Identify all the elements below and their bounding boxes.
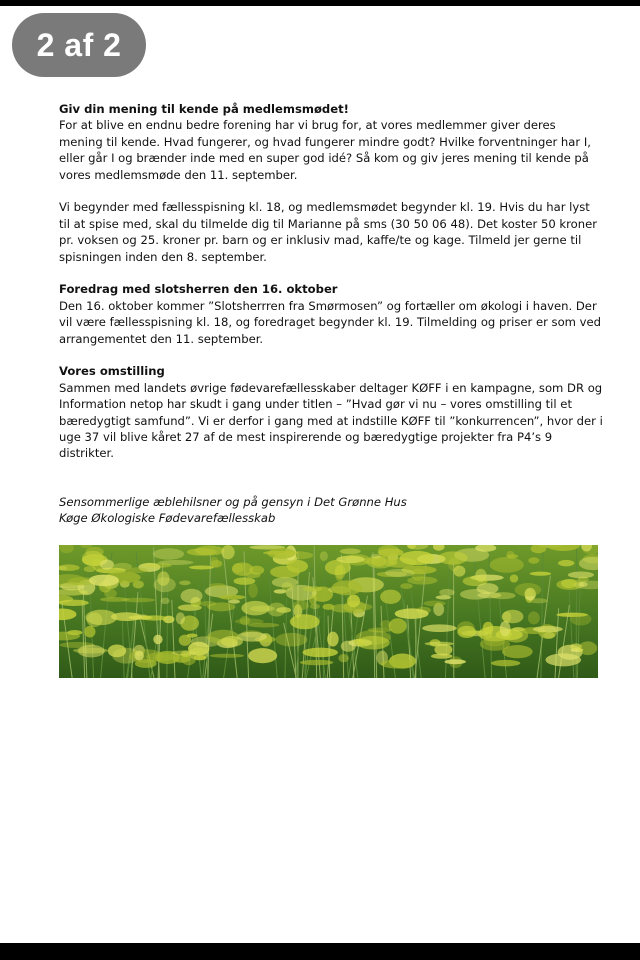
dill-umbel xyxy=(189,565,214,569)
dill-umbel xyxy=(302,648,337,658)
dill-umbel xyxy=(126,567,148,573)
page-indicator-badge: 2 af 2 xyxy=(12,13,146,77)
dill-umbel xyxy=(219,595,246,600)
dill-umbel xyxy=(570,613,591,626)
paragraph: Den 16. oktober kommer ”Slotsherrren fra Smørmosen” og fortæller om økologi i haven. Der vil være fællesspisning kl. 18, og foredraget begynder kl. 19. Tilmelding og priser er som ved arrangementet den 11. september. xyxy=(59,298,601,346)
dill-umbel xyxy=(558,560,574,566)
section-heading: Foredrag med slotsherren den 16. oktober xyxy=(59,282,338,297)
dill-umbel xyxy=(171,650,197,655)
dill-umbel xyxy=(179,580,191,585)
dill-umbel xyxy=(528,611,540,624)
dill-umbel xyxy=(73,648,108,654)
dill-umbel xyxy=(59,600,89,606)
dill-umbel xyxy=(389,618,407,633)
dill-flowers-photo xyxy=(59,545,598,678)
dill-umbel xyxy=(579,641,598,655)
signoff-organization: Køge Økologiske Fødevarefællesskab xyxy=(59,511,276,526)
dill-umbel xyxy=(457,626,476,638)
dill-umbel xyxy=(368,628,392,633)
dill-umbel xyxy=(336,556,364,564)
signoff-greeting: Sensommerlige æblehilsner og på gensyn i Det Grønne Hus xyxy=(59,494,407,509)
dill-umbel xyxy=(453,566,465,577)
paragraph: Sammen med landets øvrige fødevarefællesskaber deltager KØFF i en kampagne, som DR og Information netop har skudt i gang under titlen – ”Hvad gør vi nu – vores omstilling til et bæredygtigt samfund”. Vi er derfor i gang med at indstille KØFF til ”konkurrencen”, hvor der i uge 37 vil blive kåret 27 af de mest inspirerende og bæredygtige projekter fra P4’s 9 distrikter. xyxy=(59,380,603,461)
dill-umbel xyxy=(475,569,486,582)
dill-umbel xyxy=(340,548,361,554)
section-foredrag xyxy=(59,281,603,347)
dill-umbel xyxy=(221,636,243,647)
dill-umbel xyxy=(561,579,577,588)
dill-umbel xyxy=(332,580,362,595)
dill-umbel xyxy=(221,545,234,559)
dill-umbel xyxy=(210,557,218,568)
dill-umbel xyxy=(431,654,453,659)
dill-umbel xyxy=(353,639,365,645)
dill-umbel xyxy=(287,560,308,573)
dill-umbel xyxy=(422,624,457,632)
dill-umbel xyxy=(108,644,126,657)
dill-umbel xyxy=(528,557,539,563)
dill-umbel xyxy=(423,601,445,607)
dill-umbel xyxy=(300,660,334,665)
dill-umbel xyxy=(263,551,299,555)
dill-umbel xyxy=(378,545,400,557)
dill-umbel xyxy=(389,559,398,566)
dill-umbel xyxy=(309,595,317,605)
dill-umbel xyxy=(181,589,203,603)
dill-umbel xyxy=(320,551,328,561)
dill-umbel xyxy=(207,602,235,611)
dill-umbel xyxy=(380,590,401,604)
paragraph: For at blive en endnu bedre forening har vi brug for, at vores medlemmer giver deres mening til kende. Hvad fungerer, og hvad fungerer mindre godt? Hvilke forventninger har I, eller går I og brænder inde med en super god idé? Så kom og giv jeres mening til kende på vores medlemsmøde den 11. september. xyxy=(59,118,591,182)
document-body xyxy=(59,101,603,543)
dill-umbel xyxy=(210,654,245,658)
dill-umbel xyxy=(490,557,524,573)
dill-umbel xyxy=(480,637,510,650)
dill-umbel xyxy=(491,660,520,667)
dill-umbel xyxy=(347,595,360,608)
dill-umbel xyxy=(483,627,492,639)
dill-umbel xyxy=(84,566,96,572)
section-omstilling xyxy=(59,363,603,461)
dill-umbel xyxy=(506,551,514,559)
dill-umbel xyxy=(500,621,511,637)
dill-umbel xyxy=(111,612,142,621)
dill-umbel xyxy=(275,633,307,647)
dill-umbel xyxy=(134,651,144,661)
dill-umbel xyxy=(104,589,117,598)
dill-umbel xyxy=(232,563,253,576)
dill-umbel xyxy=(303,586,323,591)
dill-umbel xyxy=(425,642,454,646)
dill-umbel xyxy=(515,583,542,597)
section-heading: Vores omstilling xyxy=(59,364,165,379)
dill-umbel xyxy=(543,632,555,639)
dill-umbel xyxy=(209,583,226,588)
dill-umbel xyxy=(248,623,279,628)
dill-umbel xyxy=(438,551,468,564)
dill-umbel xyxy=(327,632,339,647)
dill-umbel xyxy=(371,554,382,559)
dill-umbel xyxy=(121,598,155,603)
bottom-frame-bar xyxy=(0,943,640,960)
dill-umbel xyxy=(510,574,519,582)
dill-umbel xyxy=(241,601,269,615)
dill-umbel xyxy=(477,583,499,594)
dill-umbel xyxy=(490,592,515,599)
top-frame-bar xyxy=(0,0,640,6)
dill-umbel xyxy=(530,572,552,576)
section-medlemsmode-intro xyxy=(59,101,603,183)
signoff xyxy=(59,494,603,527)
dill-umbel xyxy=(194,655,207,660)
paragraph: Vi begynder med fællesspisning kl. 18, og medlemsmødet begynder kl. 19. Hvis du har lyst til at spise med, skal du tilmelde dig til Marianne på sms (30 50 06 48). Det koster 50 kroner pr. voksen og 25. kroner pr. barn og er inklusiv mad, kaffe/te og kage. Tilmeld jer gerne til spisningen inden den 8. september. xyxy=(59,200,597,264)
dill-umbel xyxy=(439,589,454,596)
dill-umbel xyxy=(395,608,429,619)
dill-umbel xyxy=(323,604,335,610)
dill-umbel xyxy=(338,654,349,662)
dill-umbel xyxy=(310,604,320,609)
dill-umbel xyxy=(290,614,320,629)
dill-umbel xyxy=(89,575,119,587)
dill-umbel xyxy=(195,546,224,556)
dill-umbel xyxy=(179,635,191,646)
dill-umbel xyxy=(411,568,425,581)
dill-umbel xyxy=(176,612,185,624)
section-heading: Giv din mening til kende på medlemsmødet! xyxy=(59,102,349,116)
dill-umbel xyxy=(153,635,162,645)
dill-umbel xyxy=(129,649,163,663)
dill-umbel xyxy=(142,563,172,568)
dill-umbel xyxy=(87,613,103,627)
dill-umbel xyxy=(381,659,412,668)
dill-umbel xyxy=(578,582,587,587)
dill-umbel xyxy=(228,600,240,604)
dill-umbel xyxy=(399,551,434,565)
dill-umbel xyxy=(141,615,167,620)
dill-umbel xyxy=(153,548,184,559)
dill-umbel xyxy=(274,589,287,593)
dill-umbel xyxy=(248,583,258,598)
dill-umbel xyxy=(84,626,95,638)
dill-flowers-image xyxy=(59,545,598,678)
dill-umbel xyxy=(400,583,412,589)
dill-umbel xyxy=(161,598,170,604)
dill-umbel xyxy=(385,569,415,577)
dill-umbel xyxy=(512,627,524,631)
dill-umbel xyxy=(533,626,563,632)
dill-umbel xyxy=(248,648,277,663)
dill-umbel xyxy=(292,601,309,611)
dill-umbel xyxy=(444,659,465,664)
dill-umbel xyxy=(568,572,594,579)
dill-umbel xyxy=(157,571,169,585)
dill-umbel xyxy=(100,560,114,570)
